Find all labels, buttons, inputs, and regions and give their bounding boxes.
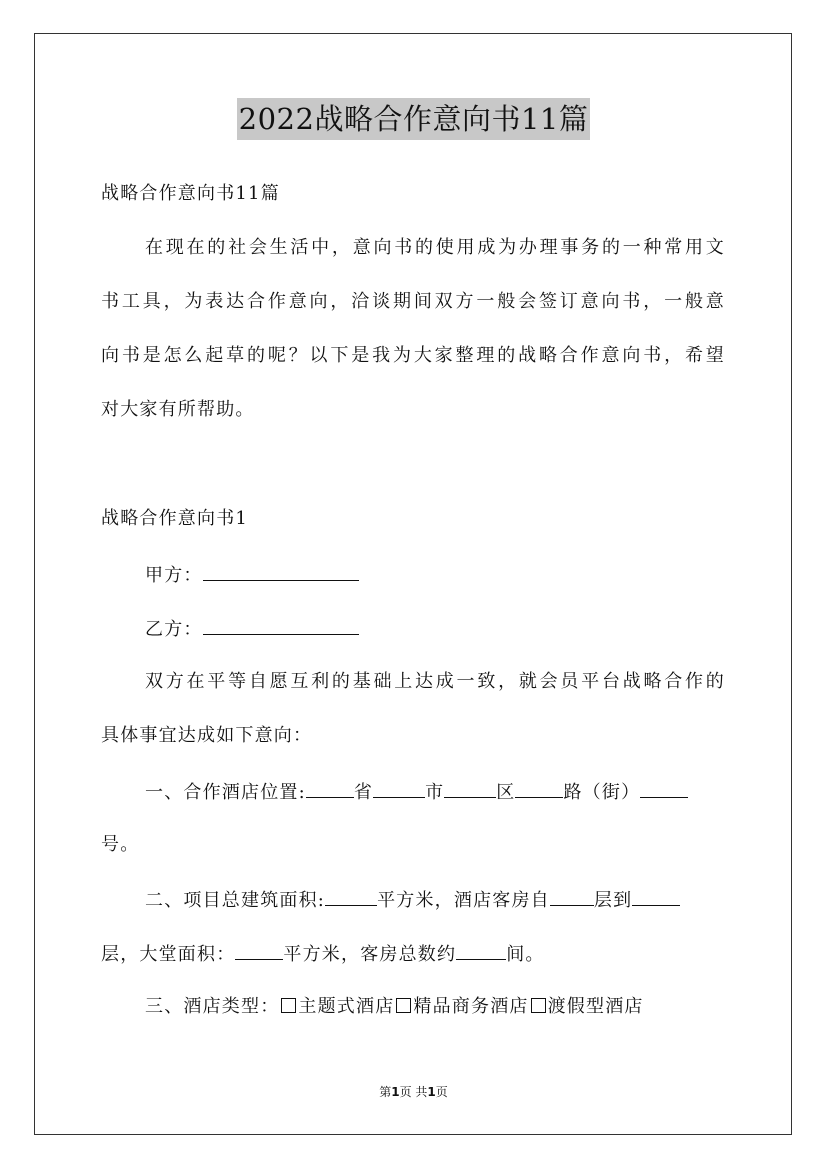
resort-hotel-label: 渡假型酒店	[547, 996, 644, 1017]
intro-line-2: 书工具，为表达合作意向，洽谈期间双方一般会签订意向书，一般意	[101, 291, 725, 312]
lobby-area-label: 平方米，客房总数约	[283, 944, 457, 965]
item1-number: 号。	[101, 834, 140, 855]
page-footer	[0, 1084, 827, 1100]
intro-line-1: 在现在的社会生活中，意向书的使用成为办理事务的一种常用文	[145, 237, 725, 258]
area-blank[interactable]	[325, 887, 377, 906]
area-label: 平方米，酒店客房自	[377, 890, 550, 911]
page-total: 1	[427, 1085, 436, 1099]
city-label: 市	[425, 782, 445, 803]
theme-hotel-label: 主题式酒店	[298, 996, 395, 1017]
theme-hotel-checkbox[interactable]	[281, 998, 296, 1013]
business-hotel-checkbox[interactable]	[396, 998, 411, 1013]
party-b-blank[interactable]	[203, 616, 359, 635]
district-label: 区	[496, 782, 516, 803]
page-mid: 页 共	[399, 1085, 428, 1099]
party-a-line	[145, 562, 359, 588]
page-prefix: 第	[379, 1085, 392, 1099]
intro-line-4: 对大家有所帮助。	[101, 399, 255, 420]
floor-label: 层，大堂面积：	[101, 944, 236, 965]
section-heading: 战略合作意向书1	[101, 508, 249, 529]
city-blank[interactable]	[373, 779, 425, 798]
number-blank[interactable]	[640, 779, 688, 798]
room-count-blank[interactable]	[456, 941, 506, 960]
item2-line-2	[101, 941, 545, 967]
title-container	[0, 98, 827, 140]
district-blank[interactable]	[444, 779, 496, 798]
item3-line	[145, 995, 644, 1019]
floor-to-blank[interactable]	[632, 887, 680, 906]
road-label: 路（街）	[563, 782, 641, 803]
floor-from-blank[interactable]	[550, 887, 594, 906]
lobby-area-blank[interactable]	[235, 941, 283, 960]
party-a-label: 甲方：	[145, 565, 203, 586]
agreement-line-2: 具体事宜达成如下意向：	[101, 725, 313, 746]
page-current: 1	[391, 1085, 400, 1099]
item3-prefix: 三、酒店类型：	[145, 996, 280, 1017]
item1-prefix: 一、合作酒店位置:	[145, 782, 306, 803]
subtitle: 战略合作意向书11篇	[101, 183, 280, 204]
party-b-line	[145, 616, 359, 642]
business-hotel-label: 精品商务酒店	[413, 996, 529, 1017]
resort-hotel-checkbox[interactable]	[531, 998, 546, 1013]
province-blank[interactable]	[306, 779, 354, 798]
party-a-blank[interactable]	[203, 562, 359, 581]
page-suffix: 页	[435, 1085, 448, 1099]
province-label: 省	[353, 782, 374, 803]
intro-line-3: 向书是怎么起草的呢？以下是我为大家整理的战略合作意向书，希望	[101, 345, 725, 366]
party-b-label: 乙方：	[145, 619, 203, 640]
item2-prefix: 二、项目总建筑面积:	[145, 890, 326, 911]
rooms-label: 间。	[506, 944, 545, 965]
item2-line-1	[145, 887, 680, 913]
road-blank[interactable]	[515, 779, 563, 798]
floor-to-label: 层到	[593, 890, 633, 911]
item1-line	[145, 779, 688, 805]
document-title: 2022战略合作意向书11篇	[237, 98, 591, 140]
agreement-line-1: 双方在平等自愿互利的基础上达成一致，就会员平台战略合作的	[145, 671, 725, 692]
